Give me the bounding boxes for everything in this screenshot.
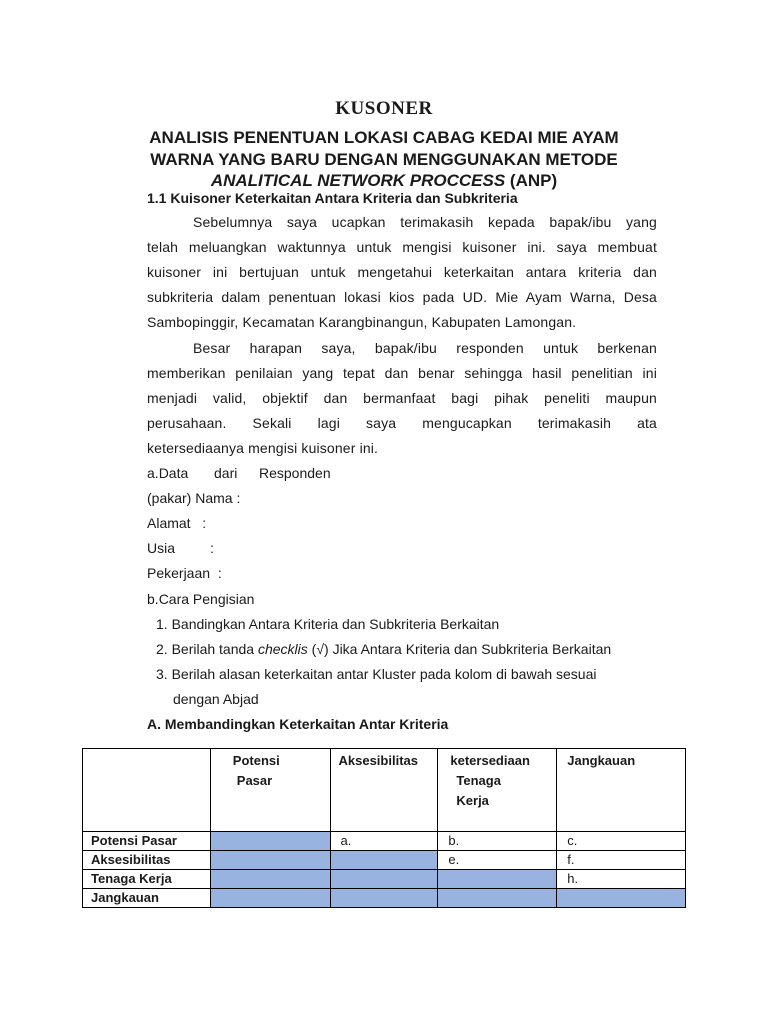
item-number: 3.	[156, 666, 168, 682]
paragraph-2-line: memberikan penilaian yang tepat dan benar sehingga hasil penelitian ini	[147, 365, 657, 381]
column-header: Aksesibilitas	[330, 749, 438, 832]
column-header: Potensi Pasar	[210, 749, 330, 832]
instruction-item-3-cont: dengan Abjad	[173, 691, 259, 707]
row-label: Potensi Pasar	[83, 832, 211, 851]
section-1-1-title: 1.1 Kuisoner Keterkaitan Antara Kriteria dan Subkriteria	[147, 190, 518, 206]
table-cell[interactable]	[557, 889, 686, 908]
section-a-title: A. Membandingkan Keterkaitan Antar Kriteria	[147, 716, 449, 732]
table-cell[interactable]	[210, 889, 330, 908]
table-header-row	[83, 749, 686, 832]
row-label: Tenaga Kerja	[83, 870, 211, 889]
table-row	[83, 832, 686, 851]
table-cell[interactable]: e.	[438, 851, 557, 870]
table-cell[interactable]	[438, 889, 557, 908]
instructions-header	[147, 591, 254, 607]
table-cell[interactable]	[330, 870, 438, 889]
alamat-field: Alamat :	[147, 515, 207, 531]
column-header: ketersediaan Tenaga Kerja	[438, 749, 557, 832]
table-row	[83, 851, 686, 870]
pekerjaan-field: Pekerjaan :	[147, 565, 222, 581]
table-cell[interactable]	[330, 851, 438, 870]
table-row	[83, 870, 686, 889]
paragraph-2-line: ketersediaanya mengisi kuisoner ini.	[147, 440, 379, 456]
instruction-item-1	[156, 616, 499, 632]
list-label-b: b.	[147, 591, 159, 607]
paragraph-1-line: Sebelumnya saya ucapkan terimakasih kepada bapak/ibu yang	[193, 214, 657, 230]
criteria-comparison-table	[82, 748, 686, 908]
paragraph-2-line: perusahaan. Sekali lagi saya mengucapkan terimakasih ata	[147, 415, 657, 431]
paragraph-1-line: kuisoner ini bertujuan untuk mengetahui keterkaitan antara kriteria dan	[147, 264, 657, 280]
table-cell[interactable]: f.	[557, 851, 686, 870]
table-cell[interactable]	[210, 870, 330, 889]
paragraph-1-line: subkriteria dalam penentuan lokasi kios pada UD. Mie Ayam Warna, Desa	[147, 289, 657, 305]
nama-field: (pakar) Nama :	[147, 490, 241, 506]
instructions-title: Cara Pengisian	[158, 591, 255, 607]
heading-line-3	[100, 171, 668, 191]
item-number: 1.	[156, 616, 168, 632]
table-cell[interactable]	[210, 851, 330, 870]
row-label: Aksesibilitas	[83, 851, 211, 870]
paragraph-1-line: Sambopinggir, Kecamatan Karangbinangun, Kabupaten Lamongan.	[147, 314, 577, 330]
item-text: Berilah tanda checklis (√) Jika Antara Kriteria dan Subkriteria Berkaitan	[171, 641, 612, 657]
checklis-term: checklis	[257, 641, 308, 657]
table-cell[interactable]: h.	[557, 870, 686, 889]
table-row	[83, 889, 686, 908]
respondent-header	[147, 465, 188, 481]
instruction-item-2	[156, 641, 611, 657]
table-cell[interactable]: b.	[438, 832, 557, 851]
responden-label: Responden	[259, 465, 331, 481]
heading-line-2: WARNA YANG BARU DENGAN MENGGUNAKAN METODE	[150, 150, 618, 169]
method-abbrev: (ANP)	[505, 171, 558, 190]
dari-label: dari	[214, 465, 238, 481]
paragraph-1-line: telah meluangkan waktunnya untuk mengisi kuisoner ini. saya membuat	[147, 239, 657, 255]
table-cell[interactable]: a.	[330, 832, 438, 851]
table-cell[interactable]	[210, 832, 330, 851]
page-title: KUSONER	[335, 98, 433, 119]
item-text: Bandingkan Antara Kriteria dan Subkriteria Berkaitan	[171, 616, 500, 632]
paragraph-2-line: Besar harapan saya, bapak/ibu responden untuk berkenan	[193, 340, 657, 356]
table-cell[interactable]: c.	[557, 832, 686, 851]
item-text: Berilah alasan keterkaitan antar Kluster pada kolom di bawah sesuai	[171, 666, 597, 682]
table-cell[interactable]	[330, 889, 438, 908]
paragraph-2-line: menjadi valid, objektif dan bermanfaat bagi pihak peneliti maupun	[147, 390, 657, 406]
method-name: ANALITICAL NETWORK PROCCESS	[210, 171, 506, 190]
row-label: Jangkauan	[83, 889, 211, 908]
instruction-item-3	[156, 666, 597, 682]
heading-line-1: ANALISIS PENENTUAN LOKASI CABAG KEDAI MIE AYAM	[149, 128, 619, 147]
table-corner-cell	[83, 749, 211, 832]
item-number: 2.	[156, 641, 168, 657]
data-label: Data	[158, 465, 189, 481]
table-cell[interactable]	[438, 870, 557, 889]
list-label-a: a.	[147, 465, 159, 481]
usia-field: Usia :	[147, 540, 214, 556]
column-header: Jangkauan	[557, 749, 686, 832]
